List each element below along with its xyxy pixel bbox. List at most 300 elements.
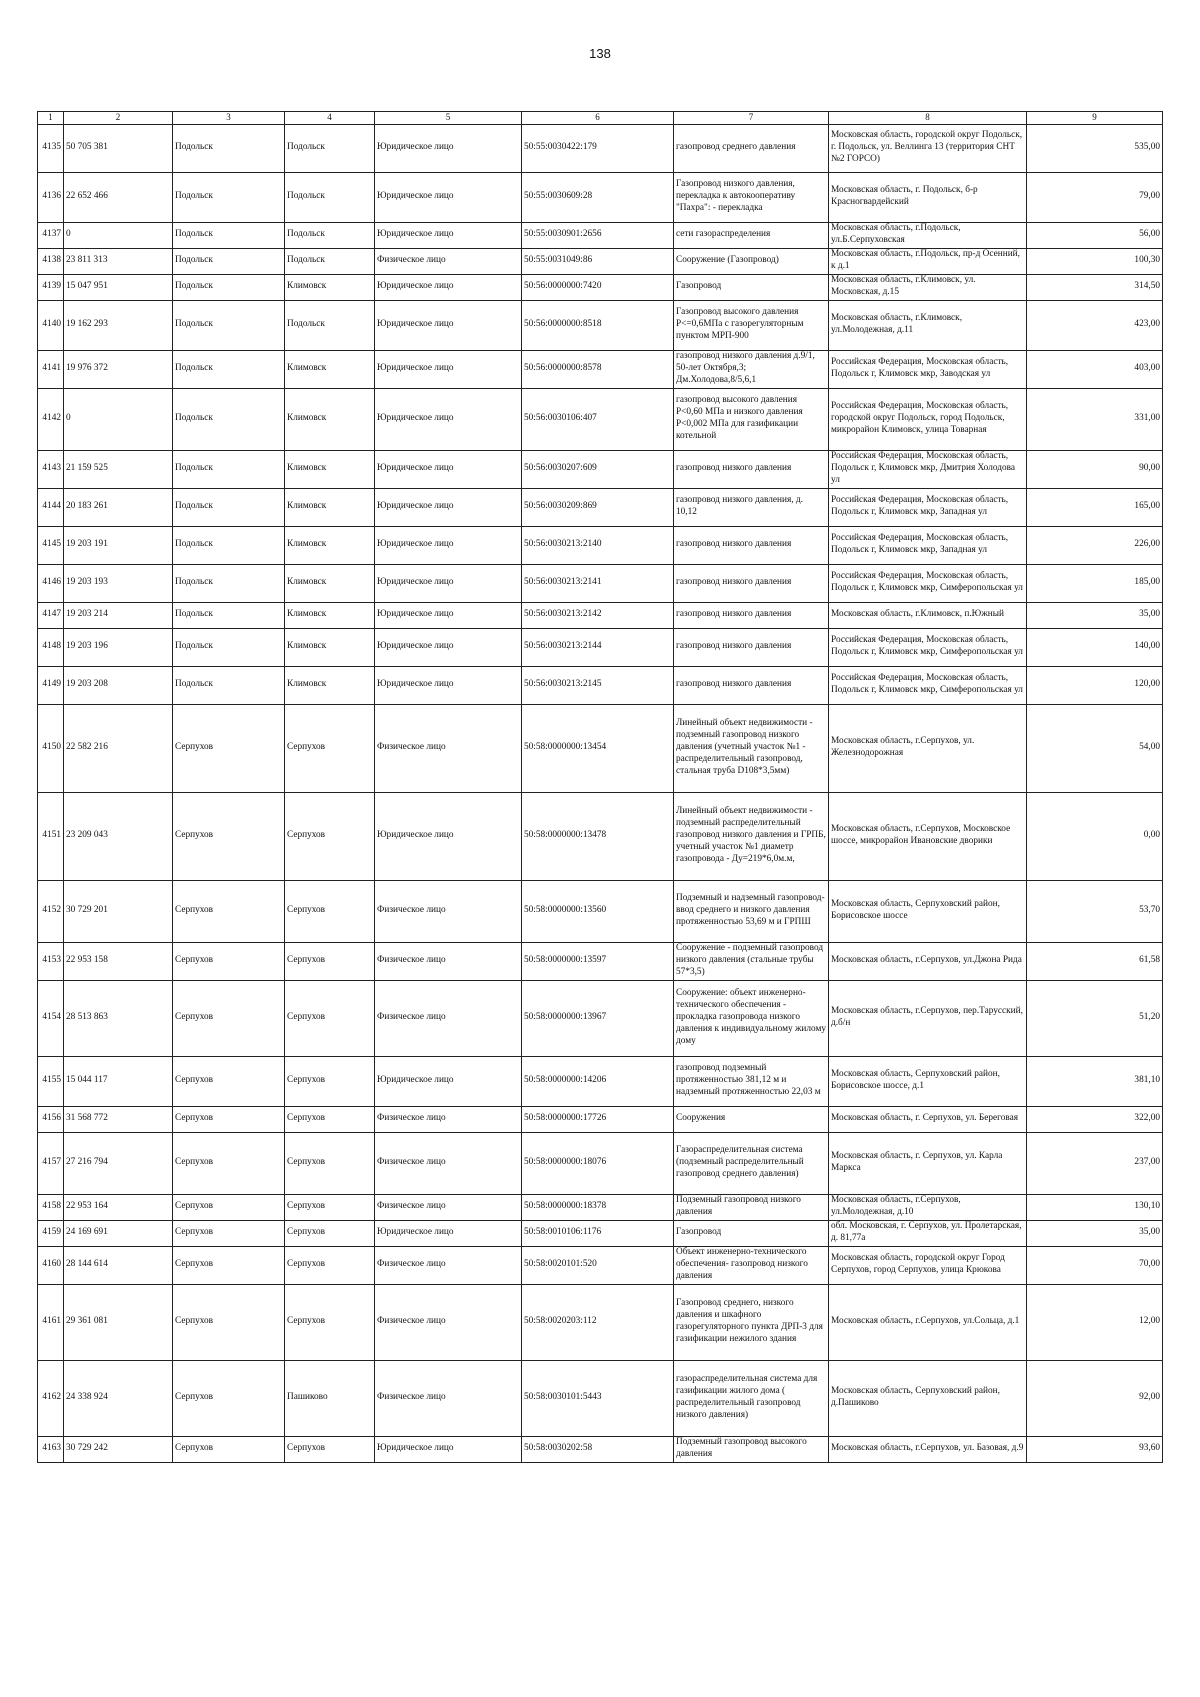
row-number-cell: 4135 [38,124,64,172]
table-row [38,1436,1163,1462]
row-number-cell: 4138 [38,248,64,274]
object-id-cell: 23 209 043 [64,792,173,880]
cadastral-number-cell: 50:56:0000000:8578 [522,350,674,388]
row-number-cell: 4158 [38,1194,64,1220]
object-id-cell: 19 203 193 [64,564,173,602]
cadastral-number-cell: 50:58:0000000:13560 [522,880,674,942]
object-name-cell: Подземный и надземный газопровод-ввод среднего и низкого давления протяженностью 53,69 м и ГРПШ [674,880,829,942]
owner-type-cell: Юридическое лицо [375,300,522,350]
owner-type-cell: Юридическое лицо [375,792,522,880]
district-cell: Серпухов [173,1246,285,1284]
settlement-cell: Подольск [285,172,375,222]
table-row [38,602,1163,628]
owner-type-cell: Физическое лицо [375,1132,522,1194]
settlement-cell: Климовск [285,274,375,300]
owner-type-cell: Юридическое лицо [375,124,522,172]
district-cell: Подольск [173,526,285,564]
row-number-cell: 4148 [38,628,64,666]
cadastral-number-cell: 50:56:0000000:8518 [522,300,674,350]
cadastral-number-cell: 50:58:0000000:14206 [522,1056,674,1106]
cadastral-number-cell: 50:55:0031049:86 [522,248,674,274]
owner-type-cell: Физическое лицо [375,942,522,980]
table-row [38,704,1163,792]
row-number-cell: 4147 [38,602,64,628]
settlement-cell: Подольск [285,124,375,172]
column-header: 8 [829,112,1027,125]
row-number-cell: 4144 [38,488,64,526]
owner-type-cell: Юридическое лицо [375,450,522,488]
table-row [38,1106,1163,1132]
value-cell: 12,00 [1027,1284,1163,1360]
row-number-cell: 4161 [38,1284,64,1360]
table-row [38,488,1163,526]
cadastral-number-cell: 50:58:0000000:13967 [522,980,674,1056]
object-name-cell: Сооружения [674,1106,829,1132]
object-name-cell: газопровод низкого давления [674,526,829,564]
district-cell: Серпухов [173,1284,285,1360]
cadastral-number-cell: 50:55:0030901:2656 [522,222,674,248]
column-header: 6 [522,112,674,125]
cadastral-number-cell: 50:58:0030101:5443 [522,1360,674,1436]
table-row [38,1132,1163,1194]
district-cell: Подольск [173,388,285,450]
row-number-cell: 4160 [38,1246,64,1284]
object-name-cell: газопровод низкого давления [674,666,829,704]
value-cell: 140,00 [1027,628,1163,666]
object-id-cell: 24 169 691 [64,1220,173,1246]
row-number-cell: 4141 [38,350,64,388]
settlement-cell: Серпухов [285,1246,375,1284]
registry-table [37,111,1163,1463]
owner-type-cell: Юридическое лицо [375,1056,522,1106]
value-cell: 331,00 [1027,388,1163,450]
district-cell: Серпухов [173,1194,285,1220]
object-id-cell: 19 162 293 [64,300,173,350]
object-id-cell: 15 047 951 [64,274,173,300]
object-id-cell: 30 729 242 [64,1436,173,1462]
value-cell: 165,00 [1027,488,1163,526]
cadastral-number-cell: 50:58:0000000:17726 [522,1106,674,1132]
table-row [38,880,1163,942]
value-cell: 0,00 [1027,792,1163,880]
owner-type-cell: Юридическое лицо [375,172,522,222]
object-id-cell: 15 044 117 [64,1056,173,1106]
district-cell: Серпухов [173,792,285,880]
cadastral-number-cell: 50:58:0000000:13597 [522,942,674,980]
owner-type-cell: Физическое лицо [375,1360,522,1436]
object-name-cell: газораспределительная система для газификации жилого дома ( распределительный газопровод низкого давления) [674,1360,829,1436]
value-cell: 423,00 [1027,300,1163,350]
settlement-cell: Климовск [285,388,375,450]
settlement-cell: Климовск [285,450,375,488]
value-cell: 54,00 [1027,704,1163,792]
table-row [38,1246,1163,1284]
cadastral-number-cell: 50:58:0000000:13478 [522,792,674,880]
object-name-cell: Газопровод [674,1220,829,1246]
object-name-cell: Газопровод среднего, низкого давления и шкафного газорегуляторного пункта ДРП-3 для газификации нежилого здания [674,1284,829,1360]
column-header: 3 [173,112,285,125]
district-cell: Подольск [173,666,285,704]
value-cell: 35,00 [1027,602,1163,628]
owner-type-cell: Юридическое лицо [375,602,522,628]
column-header: 4 [285,112,375,125]
row-number-cell: 4156 [38,1106,64,1132]
row-number-cell: 4143 [38,450,64,488]
value-cell: 130,10 [1027,1194,1163,1220]
address-cell: Московская область, г.Подольск, пр-д Осенний, к д.1 [829,248,1027,274]
table-row [38,450,1163,488]
district-cell: Серпухов [173,942,285,980]
owner-type-cell: Юридическое лицо [375,488,522,526]
row-number-cell: 4145 [38,526,64,564]
settlement-cell: Климовск [285,666,375,704]
settlement-cell: Подольск [285,222,375,248]
table-row [38,274,1163,300]
district-cell: Серпухов [173,1056,285,1106]
district-cell: Подольск [173,300,285,350]
owner-type-cell: Физическое лицо [375,1106,522,1132]
cadastral-number-cell: 50:58:0000000:18076 [522,1132,674,1194]
cadastral-number-cell: 50:56:0030207:609 [522,450,674,488]
address-cell: Московская область, г.Подольск, ул.Б.Серпуховская [829,222,1027,248]
row-number-cell: 4149 [38,666,64,704]
object-id-cell: 20 183 261 [64,488,173,526]
row-number-cell: 4142 [38,388,64,450]
owner-type-cell: Физическое лицо [375,980,522,1056]
district-cell: Серпухов [173,704,285,792]
address-cell: Российская Федерация, Московская область, Подольск г, Климовск мкр, Симферопольская ул [829,628,1027,666]
owner-type-cell: Юридическое лицо [375,274,522,300]
settlement-cell: Серпухов [285,1194,375,1220]
settlement-cell: Серпухов [285,792,375,880]
column-header: 7 [674,112,829,125]
table-row [38,526,1163,564]
district-cell: Подольск [173,172,285,222]
address-cell: Московская область, городской округ Подольск, г. Подольск, ул. Веллинга 13 (территория СНТ №2 ГОРСО) [829,124,1027,172]
column-header: 9 [1027,112,1163,125]
value-cell: 51,20 [1027,980,1163,1056]
table-row [38,1220,1163,1246]
address-cell: Московская область, Серпуховский район, Борисовское шоссе [829,880,1027,942]
district-cell: Подольск [173,222,285,248]
row-number-cell: 4159 [38,1220,64,1246]
district-cell: Серпухов [173,1360,285,1436]
address-cell: Московская область, г.Серпухов, пер.Тарусский, д.б/н [829,980,1027,1056]
address-cell: Российская Федерация, Московская область, Подольск г, Климовск мкр, Симферопольская ул [829,564,1027,602]
value-cell: 35,00 [1027,1220,1163,1246]
settlement-cell: Серпухов [285,1436,375,1462]
column-header: 5 [375,112,522,125]
object-name-cell: Линейный объект недвижимости - подземный распределительный газопровод низкого давления и ГРПБ, учетный участок №1 диаметр газопровода - Ду=219*6,0м.м, [674,792,829,880]
district-cell: Серпухов [173,1106,285,1132]
cadastral-number-cell: 50:58:0010106:1176 [522,1220,674,1246]
table-row [38,1360,1163,1436]
row-number-cell: 4163 [38,1436,64,1462]
table-row [38,350,1163,388]
cadastral-number-cell: 50:55:0030422:179 [522,124,674,172]
object-name-cell: Газопровод высокого давления P<=0,6МПа с газорегуляторным пунктом МРП-900 [674,300,829,350]
district-cell: Подольск [173,248,285,274]
owner-type-cell: Юридическое лицо [375,666,522,704]
object-id-cell: 22 953 164 [64,1194,173,1220]
cadastral-number-cell: 50:58:0020101:520 [522,1246,674,1284]
value-cell: 56,00 [1027,222,1163,248]
cadastral-number-cell: 50:55:0030609:28 [522,172,674,222]
object-id-cell: 19 203 208 [64,666,173,704]
table-row [38,1056,1163,1106]
object-id-cell: 27 216 794 [64,1132,173,1194]
table-row [38,248,1163,274]
object-id-cell: 50 705 381 [64,124,173,172]
object-id-cell: 22 652 466 [64,172,173,222]
settlement-cell: Серпухов [285,704,375,792]
settlement-cell: Серпухов [285,1132,375,1194]
row-number-cell: 4137 [38,222,64,248]
row-number-cell: 4154 [38,980,64,1056]
table-row [38,172,1163,222]
object-id-cell: 22 582 216 [64,704,173,792]
object-name-cell: сети газораспределения [674,222,829,248]
row-number-cell: 4150 [38,704,64,792]
table-row [38,1284,1163,1360]
row-number-cell: 4136 [38,172,64,222]
settlement-cell: Климовск [285,488,375,526]
owner-type-cell: Юридическое лицо [375,350,522,388]
row-number-cell: 4146 [38,564,64,602]
object-id-cell: 0 [64,388,173,450]
value-cell: 381,10 [1027,1056,1163,1106]
table-row [38,1194,1163,1220]
table-row [38,942,1163,980]
cadastral-number-cell: 50:56:0030209:869 [522,488,674,526]
row-number-cell: 4162 [38,1360,64,1436]
cadastral-number-cell: 50:56:0030213:2141 [522,564,674,602]
object-name-cell: газопровод высокого давления P<0,60 МПа и низкого давления P<0,002 МПа для газификации котельной [674,388,829,450]
district-cell: Серпухов [173,1132,285,1194]
table-row [38,300,1163,350]
object-name-cell: Объект инженерно-технического обеспечения- газопровод низкого давления [674,1246,829,1284]
table-row [38,222,1163,248]
value-cell: 403,00 [1027,350,1163,388]
address-cell: Московская область, г.Серпухов, ул. Базовая, д.9 [829,1436,1027,1462]
owner-type-cell: Юридическое лицо [375,526,522,564]
table-header [38,112,1163,125]
owner-type-cell: Физическое лицо [375,880,522,942]
address-cell: Московская область, Серпуховский район, Борисовское шоссе, д.1 [829,1056,1027,1106]
object-name-cell: газопровод низкого давления, д. 10,12 [674,488,829,526]
cadastral-number-cell: 50:58:0030202:58 [522,1436,674,1462]
cadastral-number-cell: 50:56:0030213:2142 [522,602,674,628]
cadastral-number-cell: 50:56:0030213:2145 [522,666,674,704]
settlement-cell: Климовск [285,526,375,564]
object-id-cell: 28 144 614 [64,1246,173,1284]
object-id-cell: 19 203 214 [64,602,173,628]
value-cell: 93,60 [1027,1436,1163,1462]
object-id-cell: 28 513 863 [64,980,173,1056]
district-cell: Подольск [173,124,285,172]
address-cell: Российская Федерация, Московская область, Подольск г, Климовск мкр, Заводская ул [829,350,1027,388]
cadastral-number-cell: 50:58:0020203:112 [522,1284,674,1360]
cadastral-number-cell: 50:56:0030213:2140 [522,526,674,564]
value-cell: 70,00 [1027,1246,1163,1284]
settlement-cell: Серпухов [285,980,375,1056]
row-number-cell: 4139 [38,274,64,300]
value-cell: 226,00 [1027,526,1163,564]
address-cell: Московская область, г.Климовск, ул. Московская, д.15 [829,274,1027,300]
value-cell: 100,30 [1027,248,1163,274]
settlement-cell: Серпухов [285,1106,375,1132]
address-cell: Московская область, г.Серпухов, ул.Джона Рида [829,942,1027,980]
object-name-cell: газопровод низкого давления [674,602,829,628]
object-name-cell: Газораспределительная система (подземный распределительный газопровод среднего давления) [674,1132,829,1194]
value-cell: 79,00 [1027,172,1163,222]
value-cell: 90,00 [1027,450,1163,488]
value-cell: 535,00 [1027,124,1163,172]
district-cell: Подольск [173,488,285,526]
value-cell: 61,58 [1027,942,1163,980]
address-cell: обл. Московская, г. Серпухов, ул. Пролетарская, д. 81,77а [829,1220,1027,1246]
object-id-cell: 19 203 191 [64,526,173,564]
value-cell: 185,00 [1027,564,1163,602]
object-name-cell: Сооружение: объект инженерно-технического обеспечения - прокладка газопровода низкого давления к индивидуальному жилому дому [674,980,829,1056]
table-row [38,628,1163,666]
object-id-cell: 19 976 372 [64,350,173,388]
object-id-cell: 24 338 924 [64,1360,173,1436]
value-cell: 92,00 [1027,1360,1163,1436]
address-cell: Российская Федерация, Московская область, Подольск г, Климовск мкр, Западная ул [829,526,1027,564]
object-name-cell: Газопровод низкого давления, перекладка к автокооперативу "Пахра": - перекладка [674,172,829,222]
table-row [38,980,1163,1056]
table-row [38,564,1163,602]
address-cell: Российская Федерация, Московская область, Подольск г, Климовск мкр, Западная ул [829,488,1027,526]
owner-type-cell: Физическое лицо [375,1284,522,1360]
object-name-cell: газопровод низкого давления д.9/1, 50-лет Октября,3; Дм.Холодова,8/5,6,1 [674,350,829,388]
table-row [38,666,1163,704]
settlement-cell: Серпухов [285,1056,375,1106]
district-cell: Серпухов [173,1220,285,1246]
settlement-cell: Серпухов [285,1220,375,1246]
cadastral-number-cell: 50:56:0030213:2144 [522,628,674,666]
address-cell: Московская область, Серпуховский район, д.Пашиково [829,1360,1027,1436]
cadastral-number-cell: 50:56:0030106:407 [522,388,674,450]
district-cell: Серпухов [173,980,285,1056]
object-name-cell: Подземный газопровод низкого давления [674,1194,829,1220]
object-name-cell: Газопровод [674,274,829,300]
address-cell: Московская область, городской округ Город Серпухов, город Серпухов, улица Крюкова [829,1246,1027,1284]
owner-type-cell: Юридическое лицо [375,564,522,602]
address-cell: Московская область, г.Серпухов, ул.Молодежная, д.10 [829,1194,1027,1220]
row-number-cell: 4153 [38,942,64,980]
cadastral-number-cell: 50:58:0000000:18378 [522,1194,674,1220]
settlement-cell: Подольск [285,300,375,350]
page-number: 138 [589,46,611,61]
owner-type-cell: Физическое лицо [375,1246,522,1284]
column-header: 1 [38,112,64,125]
object-id-cell: 23 811 313 [64,248,173,274]
value-cell: 120,00 [1027,666,1163,704]
district-cell: Подольск [173,350,285,388]
row-number-cell: 4157 [38,1132,64,1194]
district-cell: Подольск [173,564,285,602]
object-id-cell: 22 953 158 [64,942,173,980]
row-number-cell: 4151 [38,792,64,880]
row-number-cell: 4140 [38,300,64,350]
cadastral-number-cell: 50:56:0000000:7420 [522,274,674,300]
owner-type-cell: Физическое лицо [375,1194,522,1220]
owner-type-cell: Юридическое лицо [375,388,522,450]
object-name-cell: Подземный газопровод высокого давления [674,1436,829,1462]
object-name-cell: Сооружение (Газопровод) [674,248,829,274]
owner-type-cell: Физическое лицо [375,248,522,274]
address-cell: Московская область, г.Серпухов, Московское шоссе, микрорайон Ивановские дворики [829,792,1027,880]
district-cell: Подольск [173,274,285,300]
value-cell: 314,50 [1027,274,1163,300]
object-name-cell: газопровод подземный протяженностью 381,12 м и надземный протяженностью 22,03 м [674,1056,829,1106]
settlement-cell: Серпухов [285,1284,375,1360]
value-cell: 53,70 [1027,880,1163,942]
owner-type-cell: Юридическое лицо [375,222,522,248]
object-id-cell: 31 568 772 [64,1106,173,1132]
settlement-cell: Климовск [285,564,375,602]
address-cell: Московская область, г.Климовск, п.Южный [829,602,1027,628]
owner-type-cell: Юридическое лицо [375,628,522,666]
cadastral-number-cell: 50:58:0000000:13454 [522,704,674,792]
address-cell: Московская область, г. Подольск, б-р Красногвардейский [829,172,1027,222]
address-cell: Российская Федерация, Московская область, городской округ Подольск, город Подольск, микрорайон Климовск, улица Товарная [829,388,1027,450]
district-cell: Подольск [173,628,285,666]
table-row [38,124,1163,172]
settlement-cell: Серпухов [285,942,375,980]
table-row [38,388,1163,450]
object-name-cell: газопровод низкого давления [674,564,829,602]
object-id-cell: 21 159 525 [64,450,173,488]
object-name-cell: Линейный объект недвижимости - подземный газопровод низкого давления (учетный участок №1 - распределительный газопровод, стальная труба D108*3,5мм) [674,704,829,792]
row-number-cell: 4155 [38,1056,64,1106]
object-name-cell: газопровод среднего давления [674,124,829,172]
address-cell: Московская область, г. Серпухов, ул. Карла Маркса [829,1132,1027,1194]
address-cell: Московская область, г.Серпухов, ул. Железнодорожная [829,704,1027,792]
settlement-cell: Пашиково [285,1360,375,1436]
district-cell: Серпухов [173,1436,285,1462]
district-cell: Серпухов [173,880,285,942]
address-cell: Российская Федерация, Московская область, Подольск г, Климовск мкр, Симферопольская ул [829,666,1027,704]
object-name-cell: газопровод низкого давления [674,450,829,488]
object-id-cell: 0 [64,222,173,248]
object-name-cell: газопровод низкого давления [674,628,829,666]
owner-type-cell: Юридическое лицо [375,1436,522,1462]
object-id-cell: 29 361 081 [64,1284,173,1360]
table-row [38,792,1163,880]
address-cell: Российская Федерация, Московская область, Подольск г, Климовск мкр, Дмитрия Холодова ул [829,450,1027,488]
object-id-cell: 30 729 201 [64,880,173,942]
owner-type-cell: Юридическое лицо [375,1220,522,1246]
district-cell: Подольск [173,602,285,628]
column-header: 2 [64,112,173,125]
settlement-cell: Климовск [285,628,375,666]
table-body [38,124,1163,1462]
value-cell: 322,00 [1027,1106,1163,1132]
owner-type-cell: Физическое лицо [375,704,522,792]
settlement-cell: Подольск [285,248,375,274]
address-cell: Московская область, г. Серпухов, ул. Береговая [829,1106,1027,1132]
value-cell: 237,00 [1027,1132,1163,1194]
object-id-cell: 19 203 196 [64,628,173,666]
settlement-cell: Климовск [285,602,375,628]
address-cell: Московская область, г.Климовск, ул.Молодежная, д.11 [829,300,1027,350]
object-name-cell: Сооружение - подземный газопровод низкого давления (стальные трубы 57*3,5) [674,942,829,980]
settlement-cell: Климовск [285,350,375,388]
address-cell: Московская область, г.Серпухов, ул.Сольца, д.1 [829,1284,1027,1360]
